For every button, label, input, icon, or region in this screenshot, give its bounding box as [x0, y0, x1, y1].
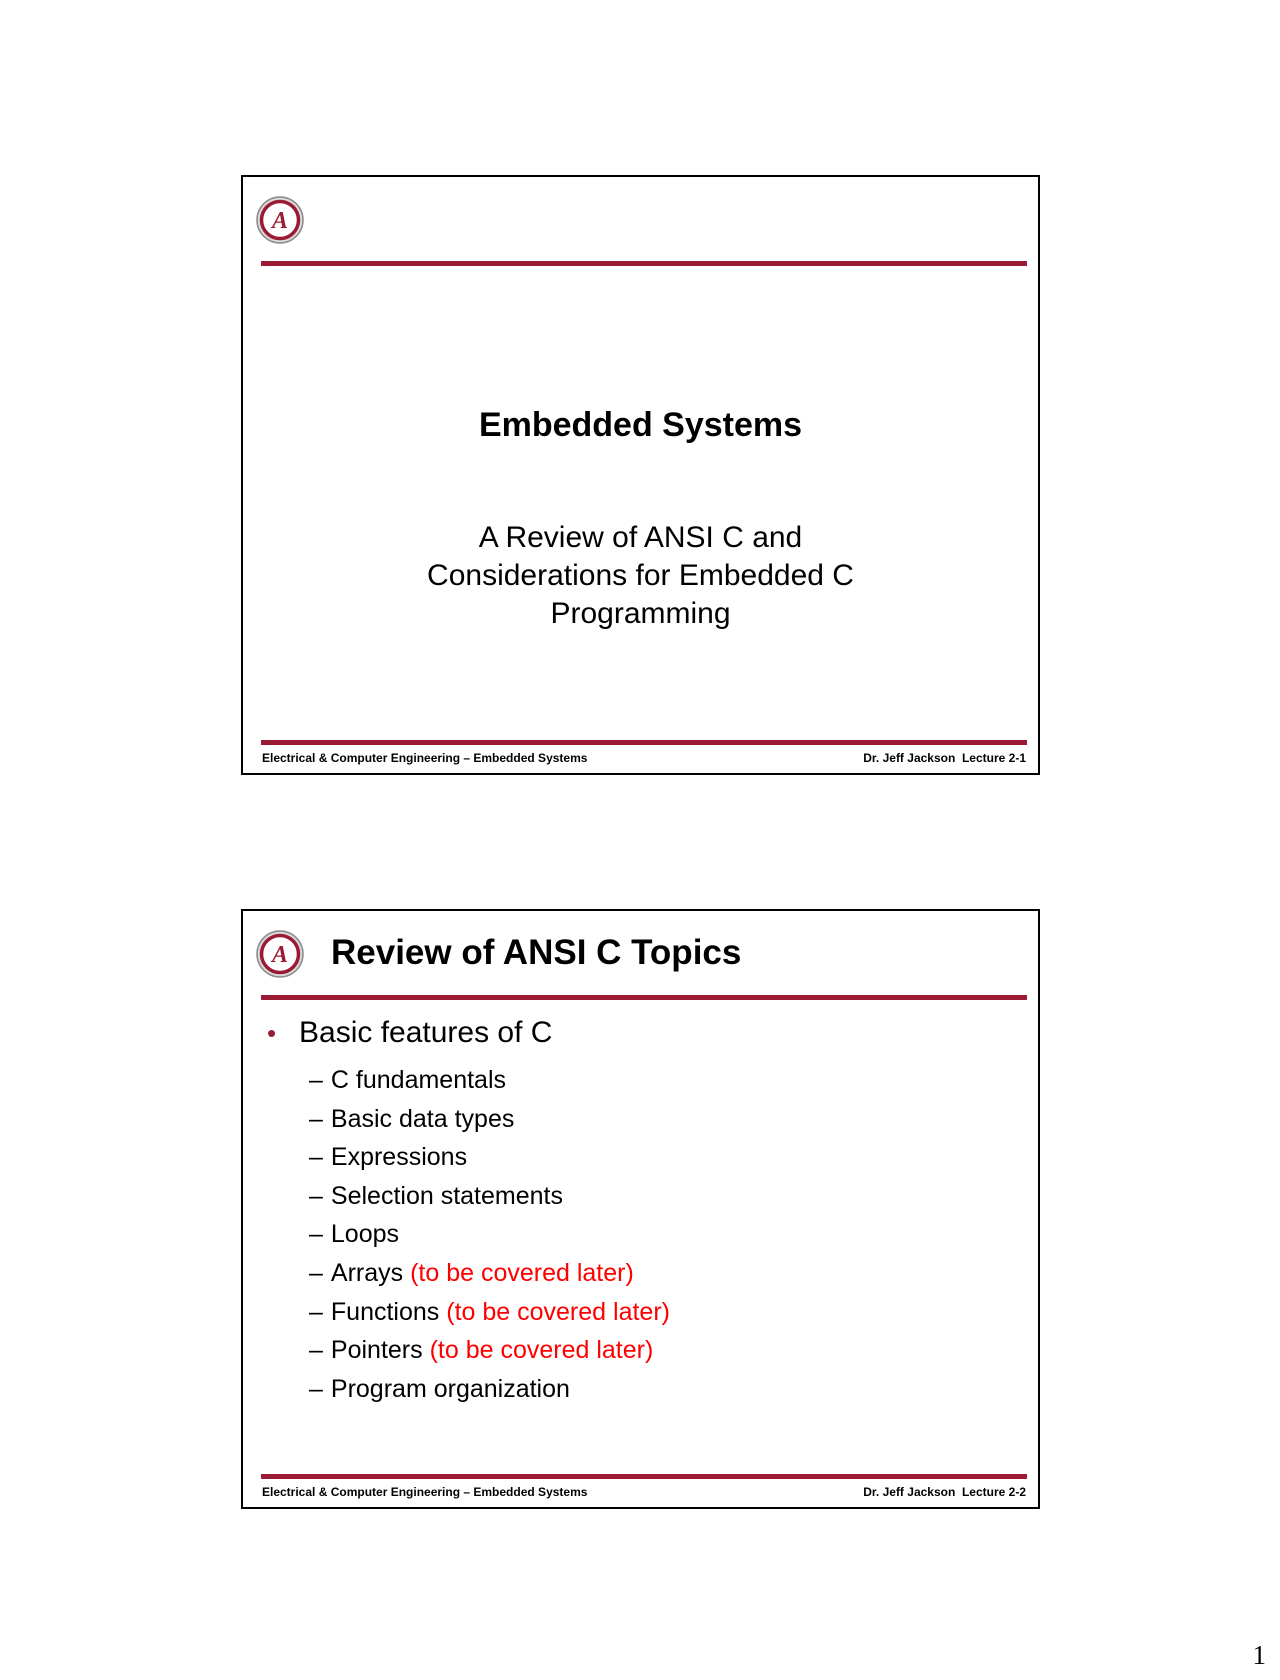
- sub-bullet-item: [309, 1331, 670, 1370]
- dash-icon: –: [309, 1104, 323, 1133]
- sub-bullet-item: [309, 1100, 670, 1139]
- footer-course: Electrical & Computer Engineering – Embedded Systems: [262, 1485, 588, 1499]
- sub-bullet-text: Selection statements: [330, 1181, 563, 1210]
- sub-bullet-text: Loops: [330, 1220, 400, 1249]
- sub-bullet-text: Expressions: [330, 1143, 468, 1172]
- footer-course: Electrical & Computer Engineering – Embedded Systems: [262, 751, 588, 765]
- slide-1: [241, 175, 1040, 775]
- sub-bullet-text: Program organization: [330, 1374, 570, 1403]
- dash-icon: –: [309, 1336, 323, 1365]
- sub-bullet-text: Basic data types: [330, 1104, 515, 1133]
- university-logo-icon: [255, 929, 305, 979]
- sub-bullet-item: [309, 1177, 670, 1216]
- sub-bullet-note: (to be covered later): [429, 1336, 654, 1365]
- sub-bullet-item: [309, 1215, 670, 1254]
- university-logo-icon: [255, 195, 305, 245]
- bullet-text: Basic features of C: [299, 1016, 553, 1049]
- sub-bullet-list: [309, 1061, 670, 1408]
- sub-bullet-item: [309, 1370, 670, 1409]
- sub-bullet-item: [309, 1061, 670, 1100]
- slide-subtitle: A Review of ANSI C and Considerations for Embedded C Programming: [427, 521, 854, 630]
- sub-bullet-text: Functions: [330, 1297, 440, 1326]
- dash-icon: –: [309, 1374, 323, 1403]
- sub-bullet-item: [309, 1293, 670, 1332]
- sub-bullet-item: [309, 1138, 670, 1177]
- dash-icon: –: [309, 1297, 323, 1326]
- footer-rule: [261, 740, 1027, 745]
- footer-lecture: Dr. Jeff Jackson Lecture 2-1: [863, 751, 1026, 765]
- footer-lecture: Dr. Jeff Jackson Lecture 2-2: [863, 1485, 1026, 1499]
- page-number: 1: [1252, 1640, 1266, 1670]
- dash-icon: –: [309, 1258, 323, 1287]
- footer-rule: [261, 1474, 1027, 1479]
- sub-bullet-note: (to be covered later): [410, 1258, 634, 1287]
- sub-bullet-item: [309, 1254, 670, 1293]
- slide-title: Review of ANSI C Topics: [331, 933, 742, 972]
- sub-bullet-text: C fundamentals: [330, 1066, 507, 1094]
- dash-icon: –: [309, 1181, 323, 1210]
- sub-bullet-text: Pointers: [330, 1336, 423, 1365]
- slide-2: [241, 909, 1040, 1509]
- logo-letter: A: [271, 942, 289, 968]
- dash-icon: –: [309, 1220, 323, 1249]
- dash-icon: –: [309, 1066, 323, 1094]
- dash-icon: –: [309, 1143, 323, 1172]
- logo-letter: A: [271, 208, 289, 234]
- header-rule: [261, 995, 1027, 1000]
- bullet-item: [267, 1016, 552, 1050]
- sub-bullet-text: Arrays: [330, 1258, 404, 1287]
- header-rule: [261, 261, 1027, 266]
- sub-bullet-note: (to be covered later): [446, 1297, 670, 1326]
- bullet-icon: •: [267, 1018, 277, 1048]
- slide-title: Embedded Systems: [478, 406, 803, 444]
